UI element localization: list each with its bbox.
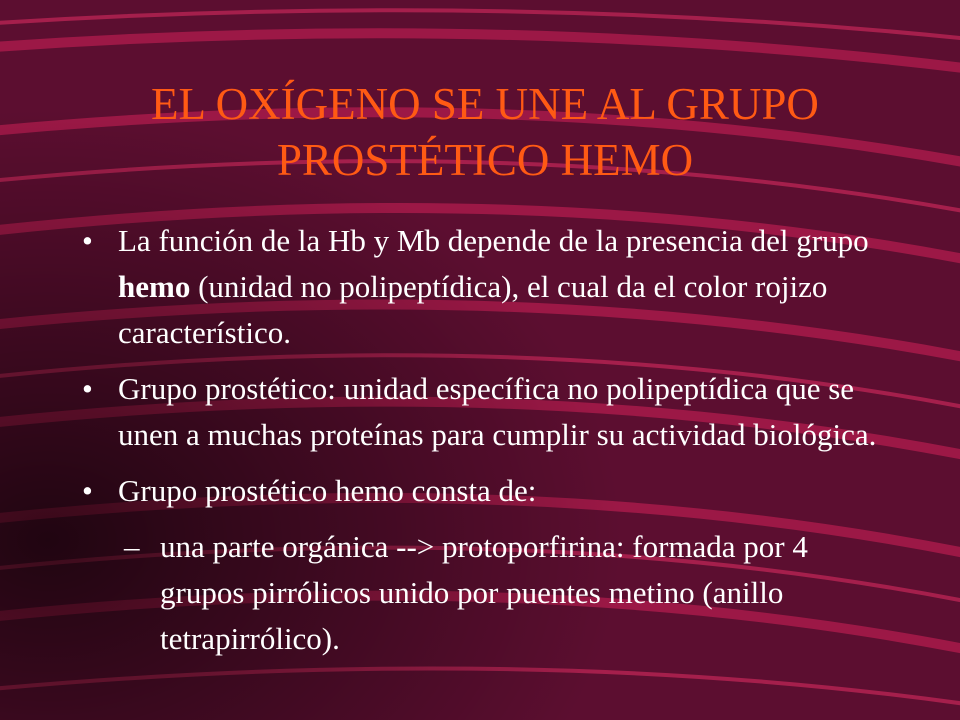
bullet-list [82,218,882,662]
slide-title-line-2: PROSTÉTICO HEMO [276,135,694,185]
bullet-item-hemo-function [82,218,882,356]
sub-bullet-marker: – [124,529,140,564]
bullet-text-after: (unidad no polipeptídica), el cual da el color rojizo característico. [118,269,828,350]
bullet-text-before: La función de la Hb y Mb depende de la presencia del grupo [118,223,869,258]
slide-title-line-1: EL OXÍGENO SE UNE AL GRUPO [151,79,819,129]
bullet-text: Grupo prostético: unidad específica no polipeptídica que se unen a muchas proteínas para cumplir su actividad biológica. [118,371,877,452]
bullet-item-hemo-consists [82,468,882,514]
bullet-marker: • [82,223,93,258]
bullet-marker: • [82,371,93,406]
bullet-item-prosthetic-group [82,366,882,458]
bullet-text: Grupo prostético hemo consta de: [118,473,537,508]
sub-bullet-item-protoporphyrin [82,524,882,662]
bullet-text-bold: hemo [118,269,191,304]
bullet-marker: • [82,473,93,508]
slide-title [60,76,910,188]
sub-bullet-text: una parte orgánica --> protoporfirina: formada por 4 grupos pirrólicos unido por puentes metino (anillo tetrapirrólico). [160,529,808,656]
